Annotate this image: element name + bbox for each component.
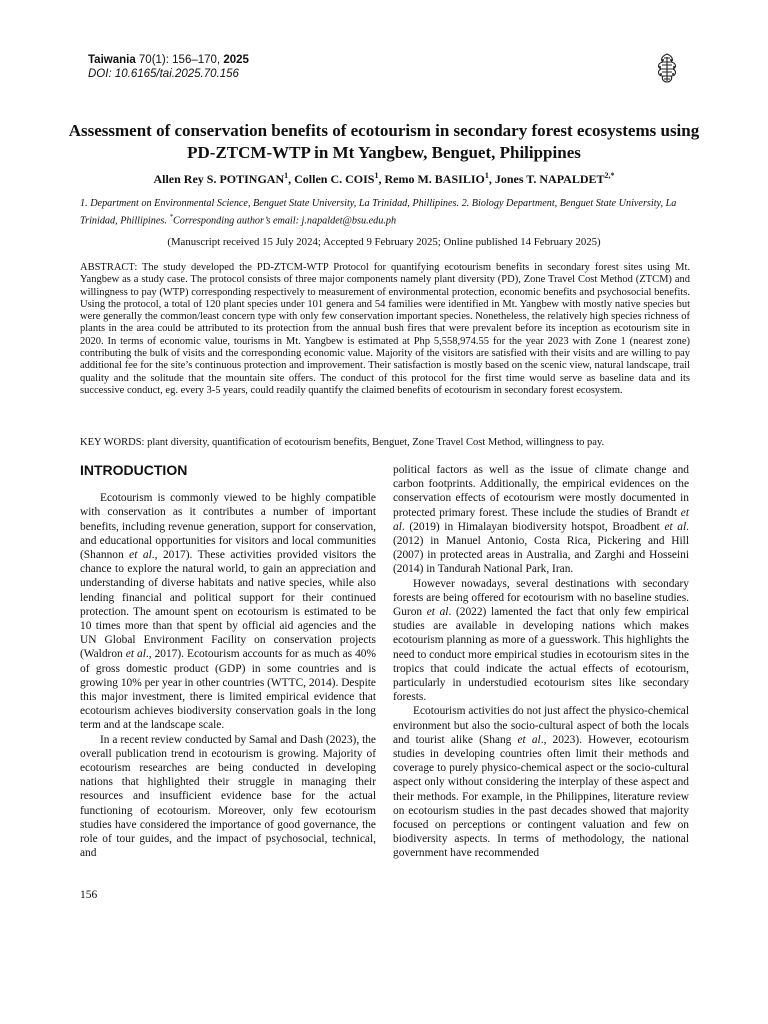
author-affiliation-mark: 1 xyxy=(484,171,489,180)
paper-title: Assessment of conservation benefits of ecotourism in secondary forest ecosystems using PD-ZTCM-WTP in Mt Yangbew, Benguet, Philippines xyxy=(68,121,700,162)
italic-text: et al xyxy=(664,520,687,533)
author-affiliation-mark: 1 xyxy=(284,171,289,180)
paragraph xyxy=(393,577,689,705)
paragraph-text: However nowadays, several destinations with secondary forests are being offered for ecotourism with no baseline studies. Guron xyxy=(393,577,689,619)
journal-citation xyxy=(88,53,249,67)
paragraph-text: ., 2017). These activities provided visitors the chance to explore the natural world, to gain an appreciation and understanding of diverse habitats and native species, while also lending financial and political support for their continued protection. The amount spent on ecotourism is estimated to be 10 times more than that spent by official aid agencies and the UN Global Environment Facility on conservation projects (Waldron xyxy=(80,549,376,661)
italic-text: et al xyxy=(129,549,152,562)
journal-issue: 70(1): 156–170, xyxy=(135,54,224,66)
paragraph-text: ., 2023). However, ecotourism studies in developing countries often limit their methods and coverage to purely physico-chemical aspect or the socio-cultural aspect only without considering the interplay of these aspect and their methods. For example, in the Philippines, literature review on ecotourism studies in the past decades showed that majority focused on perceptions or contingent valuation and few on biodiversity aspects. In terms of methodology, the national government have recommended xyxy=(393,733,689,860)
paragraph-text: . (2012) in Manuel Antonio, Costa Rica, Pickering and Hill (2007) in protected areas in Australia, and Zarghi and Hosseini (2014) in Tandurah National Park, Iran. xyxy=(393,520,689,576)
author-name: Jones T. NAPALDET xyxy=(494,172,605,186)
author-affiliation-mark: 1 xyxy=(374,171,379,180)
italic-text: et al xyxy=(426,606,449,619)
paragraph: In a recent review conducted by Samal and Dash (2023), the overall publication trend in ecotourism is growing. Majority of ecotourism researches are being conducted in developing nations that highlighted their struggle in managing their resources and insufficient evidence base for the actual functioning of ecotourism. Moreover, only few ecotourism studies have considered the importance of good governance, the role of tour guides, and the impact of psychosocial, technical, and xyxy=(80,733,376,860)
italic-text: et al xyxy=(393,506,689,533)
author-separator: , xyxy=(378,172,385,186)
affiliations xyxy=(80,198,690,227)
journal-name: Taiwania xyxy=(88,54,136,66)
paragraph-text: ., 2017). Ecotourism accounts for as much as 40% of gross domestic product (GDP) in some countries and is growing 10% per year in other countries (WTTC, 2014). Despite this major investment, there is limited empirical evidence that ecotourism achieves biodiversity conservation goals in the long term and at the landscape scale. xyxy=(80,648,376,732)
paragraph-text: Ecotourism activities do not just affect the physico-chemical environment but also the socio-cultural aspect of both the locals and tourist alike (Shang xyxy=(393,705,689,746)
italic-text: et al xyxy=(517,733,541,746)
corresponding-mark: * xyxy=(169,212,173,221)
author-name: Remo M. BASILIO xyxy=(384,172,485,186)
author-affiliation-mark: 2,* xyxy=(604,171,615,180)
affiliation-text: Department on Environmental Science, Benguet State University, La Trinidad, Phillipines. 2. Biology Department, Benguet State University, La Trinidad, Phillipines. xyxy=(80,198,677,226)
affiliation-number: 1. xyxy=(80,198,88,209)
author-name: Collen C. COIS xyxy=(294,172,375,186)
paragraph xyxy=(393,704,689,860)
page-number: 156 xyxy=(80,889,98,901)
paragraph-text: Ecotourism is commonly viewed to be highly compatible with conservation as it contributes a number of important benefits, including revenue generation, support for conservation, and educational opportunities for visitors and local communities (Shannon xyxy=(80,492,376,562)
section-heading: INTRODUCTION xyxy=(80,462,188,478)
abstract: ABSTRACT: The study developed the PD-ZTCM-WTP Protocol for quantifying ecotourism benefits in secondary forest sites using Mt. Yangbew as a study case. The protocol consists of three major components namely plant diversity (PD), Zone Travel Cost Method (ZTCM) and willingness to pay (WTP) corresponding respectively to measurement of environmental protection, economic benefits and psychosocial benefits. Using the protocol, a total of 120 plant species under 101 genera and 54 families were identified in Mt. Yangbew with mostly native species but were generally the common/least concern type with only few conservation important species. Nonetheless, the relatively high species richness of plants in the area could be attributed to its protection from the annual bush fires that were prevalent before its inception as ecotourism site in 2020. In terms of economic value, tourisms in Mt. Yangbew is estimated at Php 5,558,974.55 for the year 2023 with Zone 1 (nearest zone) contributing the bulk of visits and the corresponding economic value. Majority of the visitors are satisfied with their visits and are willing to pay additional fee for the site’s continuous protection and improvement. Their satisfaction is mostly based on the scenic view, natural landscape, trail quality and the solitude that the mountain site offers. The conduct of this protocol for the first time would serve as baseline data and its successive conduct, eg. every 3-5 years, could readily quantify the claimed benefits of ecotourism in secondary forest ecosystem. xyxy=(80,262,690,396)
paragraph-text: . (2022) lamented the fact that only few empirical studies are available in developing nations which makes ecotourism planning as more of a guesswork. This highlights the need to conduct more empirical studies in ecotourism sites in the tropics that could indicate the actual effects of ecotourism, particularly in understudied ecotourism sites like secondary forests. xyxy=(393,606,689,704)
corresponding-email: Corresponding author’s email: j.napaldet@bsu.edu.ph xyxy=(172,214,397,226)
keywords: KEY WORDS: plant diversity, quantification of ecotourism benefits, Benguet, Zone Travel Cost Method, willingness to pay. xyxy=(80,437,605,448)
journal-year: 2025 xyxy=(223,54,249,66)
paragraph-text: . (2019) in Himalayan biodiversity hotspot, Broadbent xyxy=(401,520,665,533)
manuscript-dates: (Manuscript received 15 July 2024; Accepted 9 February 2025; Online published 14 February 2025) xyxy=(167,236,601,248)
italic-text: et al xyxy=(125,648,146,661)
doi: DOI: 10.6165/tai.2025.70.156 xyxy=(88,68,239,80)
paragraph xyxy=(393,463,689,577)
paragraph xyxy=(80,491,376,732)
author-separator: , xyxy=(488,172,495,186)
left-column xyxy=(80,460,376,860)
author-name: Allen Rey S. POTINGAN xyxy=(153,172,285,186)
taiwania-emblem-icon xyxy=(652,52,682,84)
paragraph-text: political factors as well as the issue of climate change and carbon footprints. Additionally, the empirical evidences on the conservation effects of ecotourism were mostly documented in protected primary forest. These include the studies of Brandt xyxy=(393,464,689,519)
author-separator: , xyxy=(288,172,295,186)
right-column xyxy=(393,463,689,861)
author-list xyxy=(60,171,708,187)
